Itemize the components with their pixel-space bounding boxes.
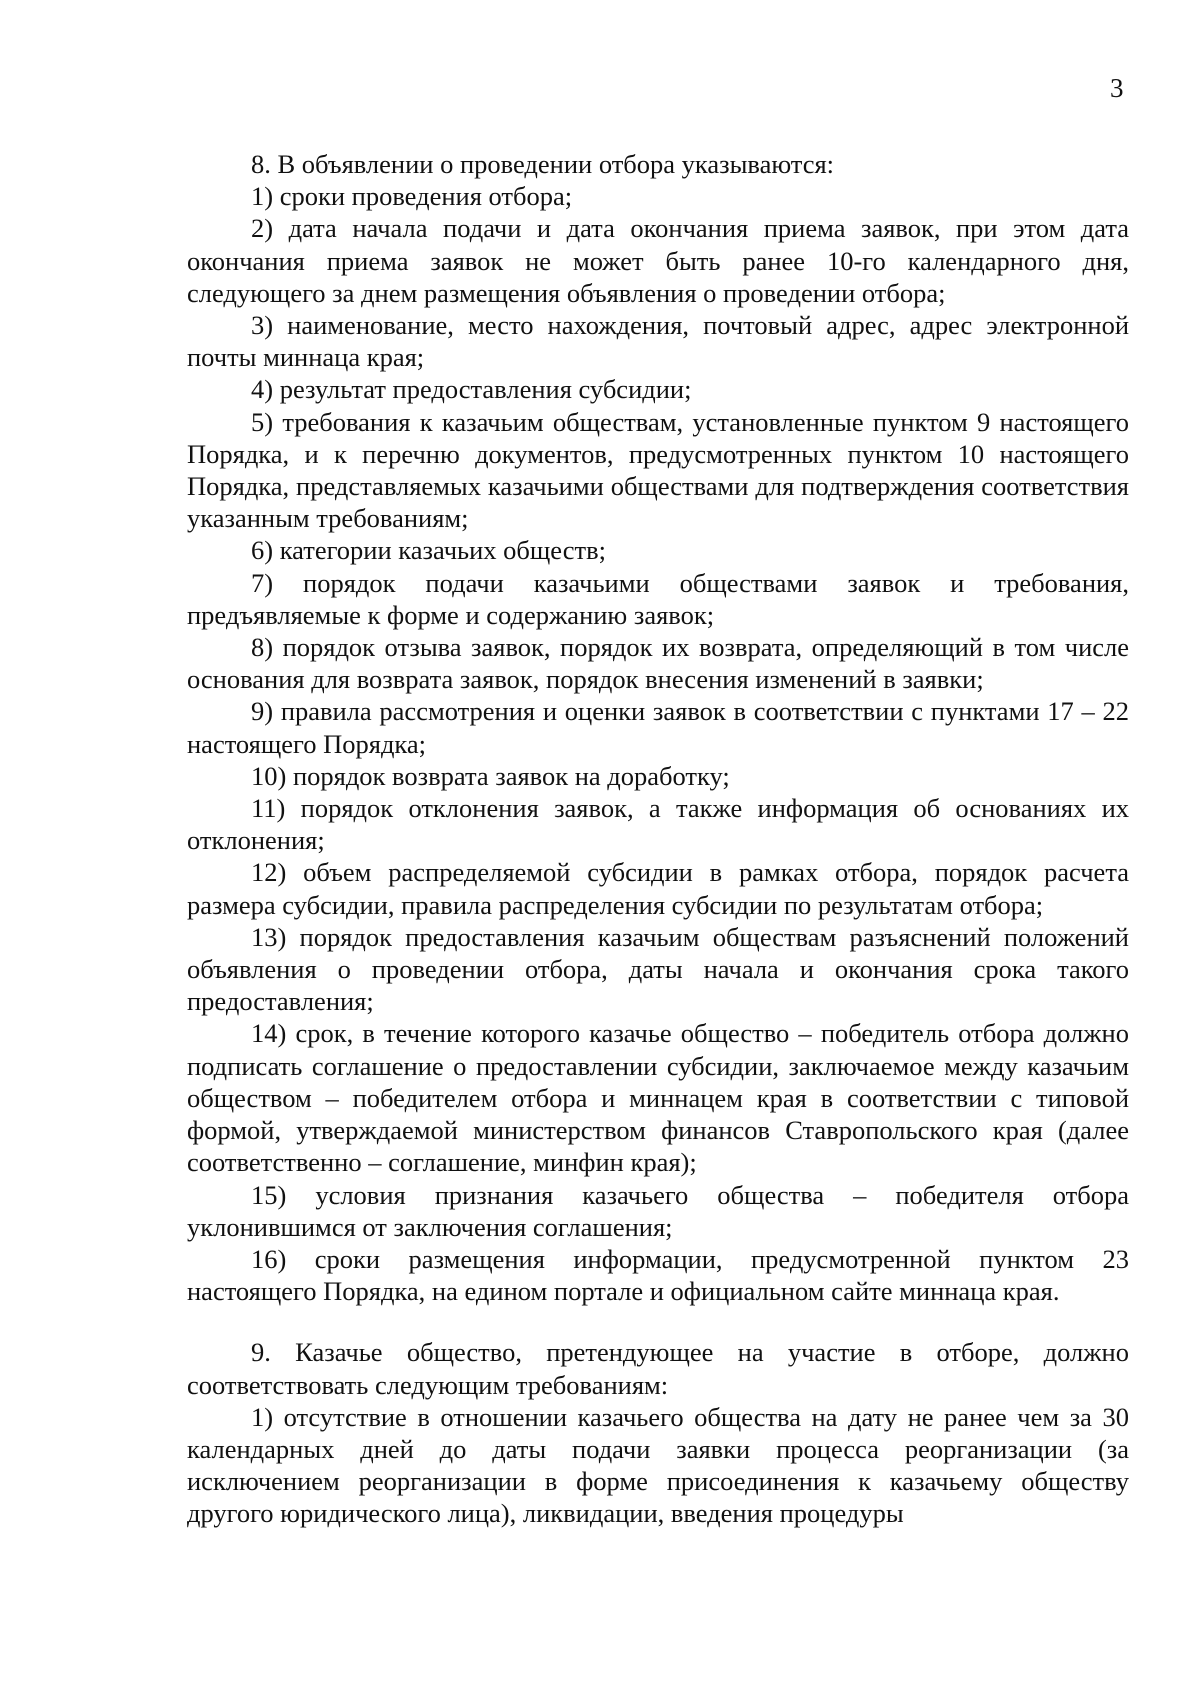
section-8-item-14: 14) срок, в течение которого казачье общество – победитель отбора должно подписать соглашение о предоставлении субсидии, заключаемое между казачьим обществом – победителем отбора и миннацем края в соответствии с типовой формой, утверждаемой министерством финансов Ставропольского края (далее соответственно – соглашение, минфин края);: [187, 1018, 1129, 1178]
section-8-item-12: 12) объем распределяемой субсидии в рамках отбора, порядок расчета размера субсидии, правила распределения субсидии по результатам отбора;: [187, 857, 1129, 920]
section-8-item-7: 7) порядок подачи казачьими обществами заявок и требования, предъявляемые к форме и содержанию заявок;: [187, 567, 1129, 630]
section-8-item-3: 3) наименование, место нахождения, почтовый адрес, адрес электронной почты миннаца края;: [187, 310, 1129, 373]
page-number: 3: [1110, 73, 1124, 103]
section-8-item-4: 4) результат предоставления субсидии;: [251, 374, 692, 405]
section-8-item-1: 1) сроки проведения отбора;: [251, 181, 573, 212]
section-9-heading: 9. Казачье общество, претендующее на участие в отборе, должно соответствовать следующим требованиям:: [187, 1337, 1129, 1400]
section-8-item-5: 5) требования к казачьим обществам, установленные пунктом 9 настоящего Порядка, и к перечню документов, предусмотренных пунктом 10 настоящего Порядка, представляемых казачьими обществами для подтверждения соответствия указанным требованиям;: [187, 406, 1129, 534]
section-8-item-8: 8) порядок отзыва заявок, порядок их возврата, определяющий в том числе основания для возврата заявок, порядок внесения изменений в заявки;: [187, 632, 1129, 695]
section-8-item-2: 2) дата начала подачи и дата окончания приема заявок, при этом дата окончания приема заявок не может быть ранее 10-го календарного дня, следующего за днем размещения объявления о проведении отбора;: [187, 213, 1129, 308]
section-8-item-10: 10) порядок возврата заявок на доработку;: [251, 760, 730, 791]
section-8-item-11: 11) порядок отклонения заявок, а также информация об основаниях их отклонения;: [187, 793, 1129, 856]
document-body: [187, 148, 1129, 1530]
section-8-item-15: 15) условия признания казачьего общества – победителя отбора уклонившимся от заключения соглашения;: [187, 1179, 1129, 1242]
section-8-item-16: 16) сроки размещения информации, предусмотренной пунктом 23 настоящего Порядка, на едином портале и официальном сайте миннаца края.: [187, 1243, 1129, 1307]
section-8-item-9: 9) правила рассмотрения и оценки заявок в соответствии с пунктами 17 – 22 настоящего Порядка;: [187, 696, 1129, 759]
section-8-item-6: 6) категории казачьих обществ;: [251, 535, 606, 566]
section-8-heading: 8. В объявлении о проведении отбора указываются:: [251, 149, 835, 179]
section-spacer: [187, 1307, 1129, 1336]
section-9-item-1: 1) отсутствие в отношении казачьего общества на дату не ранее чем за 30 календарных дней до даты подачи заявки процесса реорганизации (за исключением реорганизации в форме присоединения к казачьему обществу другого юридического лица), ликвидации, введения процедуры: [187, 1401, 1129, 1529]
section-8-item-13: 13) порядок предоставления казачьим обществам разъяснений положений объявления о проведении отбора, даты начала и окончания срока такого предоставления;: [187, 921, 1129, 1017]
